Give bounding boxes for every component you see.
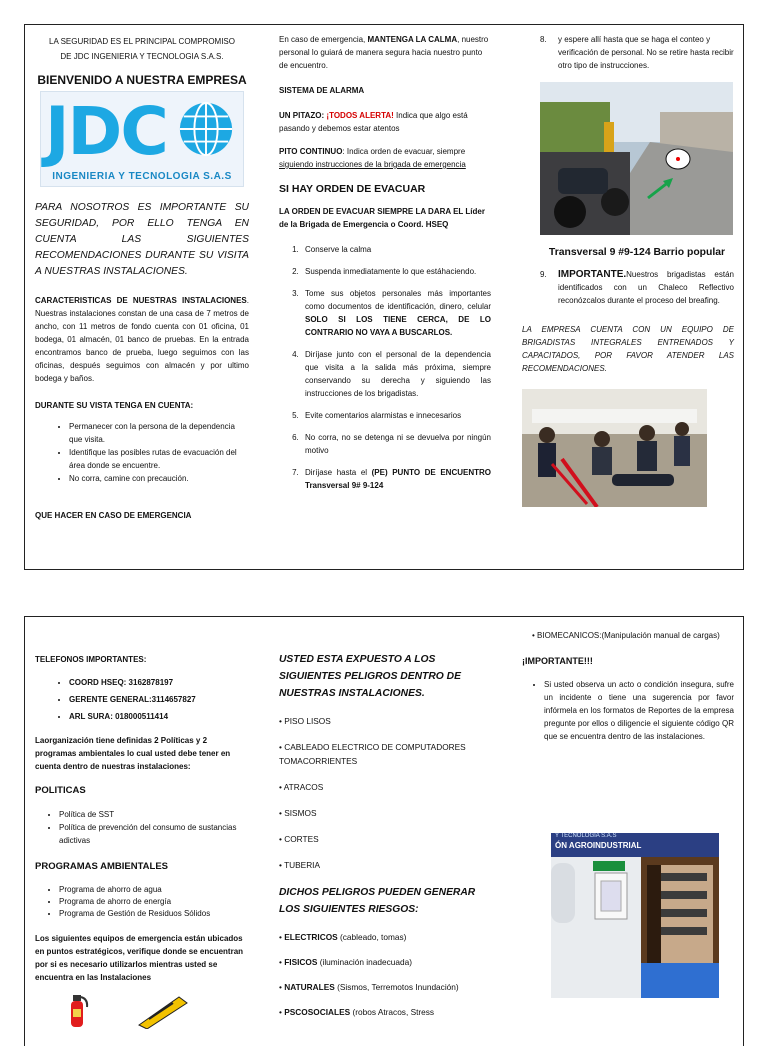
- sign-text: ÓN AGROINDUSTRIAL: [555, 841, 642, 850]
- phones-title: TELEFONOS IMPORTANTES:: [35, 655, 147, 664]
- organization-text: Laorganización tiene definidas 2 Políticas y 2 programas ambientales lo cual usted debe tener en cuenta dentro de nuestras instalaciones:: [35, 736, 231, 771]
- sign-top-text: Y TECNOLOGIA S.A.S: [555, 833, 617, 839]
- evacuate-heading: SI HAY ORDEN DE EVACUAR: [279, 183, 426, 195]
- outer-middle-column: [279, 25, 491, 501]
- globe-icon: [177, 100, 235, 158]
- meeting-point-address: Transversal 9 #9-124 Barrio popular: [548, 247, 726, 258]
- risk-detail: (cableado, tomas): [337, 932, 407, 942]
- list-item: • Programa de Gestión de Residuos Sólidos: [59, 908, 249, 920]
- list-item: • Política de prevención del consumo de sustancias adictivas: [59, 821, 249, 847]
- list-item: • FISICOS (iluminación inadecuada): [279, 957, 412, 967]
- pito-label: PITO CONTINUO: [279, 147, 343, 156]
- list-item: • GERENTE GENERAL:3114657827: [69, 691, 249, 708]
- step-8: [522, 33, 734, 72]
- phone-list: [35, 674, 249, 725]
- hazard-label: SISMOS: [284, 808, 317, 818]
- list-item: • ELECTRICOS (cableado, tomas): [279, 932, 407, 942]
- risks-list: [279, 930, 491, 1019]
- biomechanical-text: BIOMECANICOS:(Manipulación manual de cargas): [537, 631, 720, 640]
- step9-number: 9.: [540, 270, 547, 279]
- list-item: [301, 287, 491, 339]
- step3-text: Tome sus objetos personales más importantes como documentos de identificación, dinero, celular: [305, 289, 491, 311]
- list-item: • Permanecer con la persona de la dependencia que visita.: [69, 420, 249, 446]
- step8-number: 8.: [540, 35, 547, 44]
- hazard-label: TUBERIA: [284, 860, 321, 870]
- calm-paragraph: [279, 33, 491, 72]
- step7-bold: (PE) PUNTO DE ENCUENTRO Transversal 9# 9-124: [305, 468, 491, 490]
- list-item: • SISMOS: [279, 808, 317, 818]
- step9-bold: IMPORTANTE.: [558, 269, 627, 280]
- step9-text: Nuestros brigadistas están identificados con un Chaleco Reflectivo reconózcalos durante el proceso del breafing.: [558, 270, 734, 305]
- risk-name: ELECTRICOS: [284, 932, 338, 942]
- calm-text-c: , nuestro personal lo guiará de manera segura hacia nuestro punto de encuentro.: [279, 35, 489, 70]
- list-item: [301, 466, 491, 492]
- street-scene-icon: [540, 82, 733, 235]
- office-doorway-icon: [551, 833, 719, 998]
- facility-description: [35, 294, 249, 385]
- list-item: • Programa de ahorro de agua: [59, 884, 249, 896]
- list-item: • Identifique las posibles rutas de evacuación del área donde se encuentre.: [69, 446, 249, 472]
- emergency-title: QUE HACER EN CASO DE EMERGENCIA: [35, 511, 192, 520]
- calm-text-bold: MANTENGA LA CALMA: [367, 35, 458, 44]
- hazard-label: ATRACOS: [283, 782, 324, 792]
- visit-title: DURANTE SU VISTA TENGA EN CUENTA:: [35, 401, 194, 410]
- risk-detail: (robos Atracos, Stress: [350, 1007, 435, 1017]
- list-item: 6. No corra, no se detenga ni se devuelva por ningún motivo: [301, 431, 491, 457]
- pito-underlined: siguiendo instrucciones de la brigada de emergencia: [279, 160, 466, 169]
- logo-subtitle: INGENIERIA Y TECNOLOGIA S.A.S: [52, 171, 232, 182]
- pito-text: : Indica orden de evacuar, siempre: [342, 147, 466, 156]
- list-item: • CABLEADO ELECTRICO DE COMPUTADORES TOMACORRIENTES: [279, 742, 466, 766]
- risk-name: NATURALES: [284, 982, 335, 992]
- list-item: • ARL SURA: 018000511414: [69, 708, 249, 725]
- evacuate-subheading: LA ORDEN DE EVACUAR SIEMPRE LA DARA EL Líder de la Brigada de Emergencia o Coord. HSEQ: [279, 207, 485, 229]
- facility-text: . Nuestras instalaciones constan de una casa de 7 metros de ancho, con 11 metros de fondo cuenta con 01 oficina, 01 bodega, 01 almacén, 01 banco de pruebas. En la entrada encontramos banco de prueba, luego seguimos con las oficinas, después seguimos con almacén y por ultimo bodega y baños.: [35, 296, 249, 383]
- street-photo: [540, 82, 733, 235]
- alarm-title: SISTEMA DE ALARMA: [279, 86, 365, 95]
- list-item: • PSCOSOCIALES (robos Atracos, Stress: [279, 1007, 435, 1017]
- list-item: 5. Evite comentarios alarmistas e innecesarios: [301, 409, 491, 422]
- hazard-label: CORTES: [284, 834, 319, 844]
- alert-text: ¡TODOS ALERTA!: [326, 111, 394, 120]
- list-item: • COORD HSEQ: 3162878197: [69, 674, 249, 691]
- pitazo-label: UN PITAZO:: [279, 111, 327, 120]
- welcome-heading: BIENVENIDO A NUESTRA EMPRESA: [37, 73, 247, 87]
- intro-line-1: LA SEGURIDAD ES EL PRINCIPAL COMPROMISO: [49, 37, 235, 46]
- inner-middle-column: [279, 617, 491, 1030]
- safety-italic-paragraph: PARA NOSOTROS ES IMPORTANTE SU SEGURIDAD, POR ELLO TENGA EN CUENTA LAS SIGUIENTES RECOMENDACIONES DURANTE SU VISITA A NUESTRAS INSTALACIONES.: [35, 202, 249, 277]
- inner-right-column: [522, 617, 734, 743]
- list-item: • TUBERIA: [279, 860, 321, 870]
- qr-office-photo: [551, 833, 719, 998]
- list-item: 2. Suspenda inmediatamente lo que estáhaciendo.: [301, 265, 491, 278]
- brochure-inner-panel: [24, 616, 744, 1046]
- risk-detail: (Sismos, Terremotos Inundación): [334, 982, 459, 992]
- outer-left-column: [35, 25, 249, 522]
- important-list: [522, 678, 734, 743]
- policies-list: [35, 808, 249, 847]
- brigade-italic-paragraph: LA EMPRESA CUENTA CON UN EQUIPO DE BRIGADISTAS INTEGRALES ENTRENADOS Y CAPACITADOS, POR FAVOR ATENDER LAS RECOMENDACIONES.: [522, 325, 734, 373]
- hazards-list: [279, 714, 491, 872]
- brigade-training-icon: [522, 389, 707, 507]
- inner-left-column: [35, 617, 249, 984]
- risk-name: PSCOSOCIALES: [284, 1007, 351, 1017]
- pito-paragraph: [279, 145, 491, 171]
- list-item: • ATRACOS: [279, 782, 324, 792]
- pitazo-text: Indica que algo está pasando y debemos estar atentos: [279, 111, 468, 133]
- list-item: • NATURALES (Sismos, Terremotos Inundación): [279, 982, 459, 992]
- intro-line-2: DE JDC INGENIERIA Y TECNOLOGIA S.A.S.: [60, 52, 224, 61]
- hazards-title: USTED ESTA EXPUESTO A LOS SIGUIENTES PELIGROS DENTRO DE NUESTRAS INSTALACIONES.: [279, 654, 461, 699]
- calm-text-a: En caso de emergencia,: [279, 35, 368, 44]
- risks-title: DICHOS PELIGROS PUEDEN GENERAR LOS SIGUIENTES RIESGOS:: [279, 887, 476, 915]
- list-item: 1. Conserve la calma: [301, 243, 491, 256]
- hazard-label: CABLEADO ELECTRICO DE COMPUTADORES TOMACORRIENTES: [279, 742, 466, 766]
- list-item: • No corra, camine con precaución.: [69, 472, 249, 485]
- equipment-text: Los siguientes equipos de emergencia están ubicados en puntos estratégicos, verifique donde se encuentran por si es necesario utilizarlos mientras usted se encuentra en las Instalaciones: [35, 934, 244, 982]
- evacuation-steps: [279, 243, 491, 492]
- programs-title: PROGRAMAS AMBIENTALES: [35, 861, 168, 872]
- step7-text: Diríjase hasta el: [305, 468, 372, 477]
- list-item: • Si usted observa un acto o condición insegura, sufre un incidente o tiene una sugerencia por favor infórmela en los formatos de Reportes de la empresa pregunte por ellos o diligencie el siguiente código QR que se encuentra dentro de las instalaciones.: [544, 678, 734, 743]
- programs-list: [35, 884, 249, 920]
- list-item: • CORTES: [279, 834, 319, 844]
- list-item: 4. Diríjase junto con el personal de la dependencia que visita a la salida más próxima, siempre conservando su derecha y siguiendo las instrucciones de los brigadistas.: [301, 348, 491, 400]
- fire-extinguisher-icon: [65, 993, 89, 1027]
- company-logo: [40, 91, 244, 187]
- step3-bold: SOLO SI LOS TIENE CERCA, DE LO CONTRARIO NO VAYA A BUSCARLOS.: [305, 315, 491, 337]
- step8-text: y espere allí hasta que se haga el conteo y verificación de personal. No se retire hasta recibir otro tipo de instrucciones.: [558, 35, 734, 70]
- hazard-label: PISO LISOS: [284, 716, 331, 726]
- policies-title: POLITICAS: [35, 785, 86, 796]
- list-item: • Programa de ahorro de energía: [59, 896, 249, 908]
- biomechanical-item: • BIOMECANICOS:(Manipulación manual de cargas): [532, 631, 720, 640]
- risk-detail: (iluminación inadecuada): [317, 957, 412, 967]
- risk-name: FISICOS: [284, 957, 318, 967]
- brochure-outer-panel: [24, 24, 744, 570]
- logo-letters: JDC: [45, 93, 167, 170]
- outer-right-column: [522, 25, 734, 507]
- facility-title: CARACTERISTICAS DE NUESTRAS INSTALACIONES: [35, 296, 247, 305]
- list-item: • Política de SST: [59, 808, 249, 821]
- visit-list: [35, 420, 249, 485]
- pitazo-paragraph: [279, 109, 491, 135]
- step-9: [522, 268, 734, 307]
- important-title: ¡IMPORTANTE!!!: [522, 656, 593, 666]
- list-item: • PISO LISOS: [279, 716, 331, 726]
- brigade-photo: [522, 389, 707, 507]
